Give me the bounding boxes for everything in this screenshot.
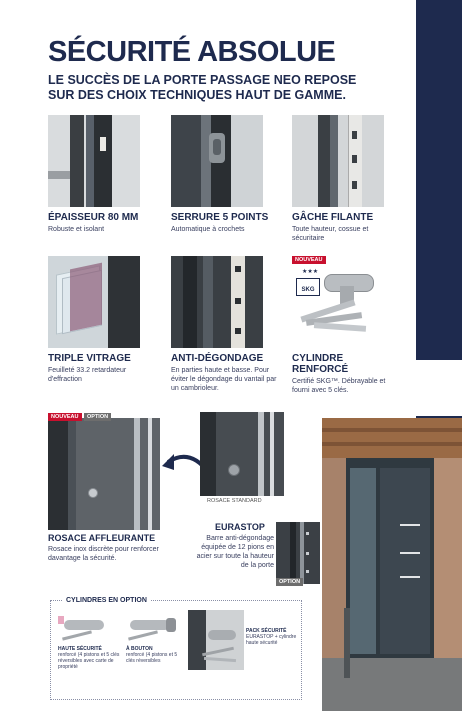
feature-desc: Robuste et isolant bbox=[48, 226, 105, 233]
eurastop-desc: Barre anti-dégondage équipée de 12 pions en acier sur toute la hauteur de la porte bbox=[196, 535, 274, 569]
feature-desc: Feuilleté 33.2 retardateur d'effraction bbox=[48, 367, 127, 383]
feature-desc: En parties haute et basse. Pour éviter le dégondage du vantail par un cambrioleur. bbox=[171, 367, 277, 392]
feature-card-strike bbox=[292, 115, 400, 243]
rosace-flush-photo bbox=[48, 418, 160, 530]
security-pack-photo bbox=[188, 610, 244, 670]
feature-desc: Automatique à crochets bbox=[171, 226, 245, 233]
rosace-new-badge: NOUVEAU bbox=[48, 413, 82, 421]
cylinder-icon bbox=[58, 612, 120, 646]
new-badge: NOUVEAU bbox=[292, 256, 326, 264]
rosace-desc: Rosace inox discrète pour renforcer davantage la sécurité. bbox=[48, 546, 159, 562]
anti-lift-photo bbox=[171, 256, 263, 348]
lock-hook-photo bbox=[171, 115, 263, 207]
cylinder-options-title: CYLINDRES EN OPTION bbox=[62, 597, 151, 604]
rosace-option-badge: OPTION bbox=[84, 413, 111, 421]
eurastop-photo bbox=[276, 522, 320, 584]
strike-plate-photo bbox=[292, 115, 384, 207]
cylinder-keys-photo bbox=[292, 256, 384, 348]
skg-logo: SKG bbox=[296, 278, 320, 296]
cylinder-option-desc: renforcé (4 pistons et 5 clés réversibles avec carte de propriété bbox=[58, 652, 120, 670]
cylinder-option-desc: EURASTOP + cylindre haute sécurité bbox=[246, 634, 297, 646]
feature-title: SERRURE 5 POINTS bbox=[171, 212, 269, 223]
feature-card-glazing bbox=[48, 256, 156, 384]
cylinder-option-title: HAUTE SÉCURITÉ bbox=[58, 646, 102, 652]
cylinder-icon bbox=[126, 612, 186, 646]
feature-title: GÂCHE FILANTE bbox=[292, 212, 374, 223]
feature-desc: Certifié SKG™. Débrayable et fourni avec 5 clés. bbox=[292, 378, 386, 394]
rosace-title: ROSACE AFFLEURANTE bbox=[48, 533, 156, 543]
feature-title: CYLINDRE RENFORCÉ bbox=[292, 353, 349, 375]
cylinder-option-pack bbox=[246, 628, 300, 646]
rail-gap bbox=[416, 360, 462, 416]
eurastop-title: EURASTOP bbox=[215, 522, 265, 532]
feature-desc: Toute hauteur, cossue et sécuritaire bbox=[292, 226, 369, 242]
rosace-standard-photo bbox=[200, 412, 284, 496]
rosace-standard-caption: ROSACE STANDARD bbox=[207, 498, 262, 504]
cylinder-option-desc: renforcé (4 pistons et 5 clés réversibles bbox=[126, 652, 178, 664]
feature-card-thickness bbox=[48, 115, 156, 234]
skg-stars-icon: ★★★ bbox=[302, 269, 319, 275]
door-profile-photo bbox=[48, 115, 140, 207]
page-title: SÉCURITÉ ABSOLUE bbox=[48, 36, 336, 68]
feature-title: ÉPAISSEUR 80 MM bbox=[48, 212, 139, 223]
cylinder-option-title: PACK SÉCURITÉ bbox=[246, 628, 287, 634]
feature-title: TRIPLE VITRAGE bbox=[48, 353, 131, 364]
feature-card-cylinder bbox=[292, 256, 400, 395]
feature-card-antilift bbox=[171, 256, 279, 393]
cylinder-option-high-security bbox=[58, 612, 120, 670]
feature-title: ANTI-DÉGONDAGE bbox=[171, 353, 264, 364]
triple-glazing-photo bbox=[48, 256, 140, 348]
cylinder-option-button bbox=[126, 612, 186, 664]
page-subtitle: LE SUCCÈS DE LA PORTE PASSAGE NEO REPOSE SUR DES CHOIX TECHNIQUES HAUT DE GAMME. bbox=[48, 73, 357, 102]
house-entrance-photo bbox=[322, 418, 462, 711]
eurastop-option-badge: OPTION bbox=[276, 578, 303, 586]
feature-card-lock bbox=[171, 115, 279, 234]
cylinder-option-title: À BOUTON bbox=[126, 646, 153, 652]
